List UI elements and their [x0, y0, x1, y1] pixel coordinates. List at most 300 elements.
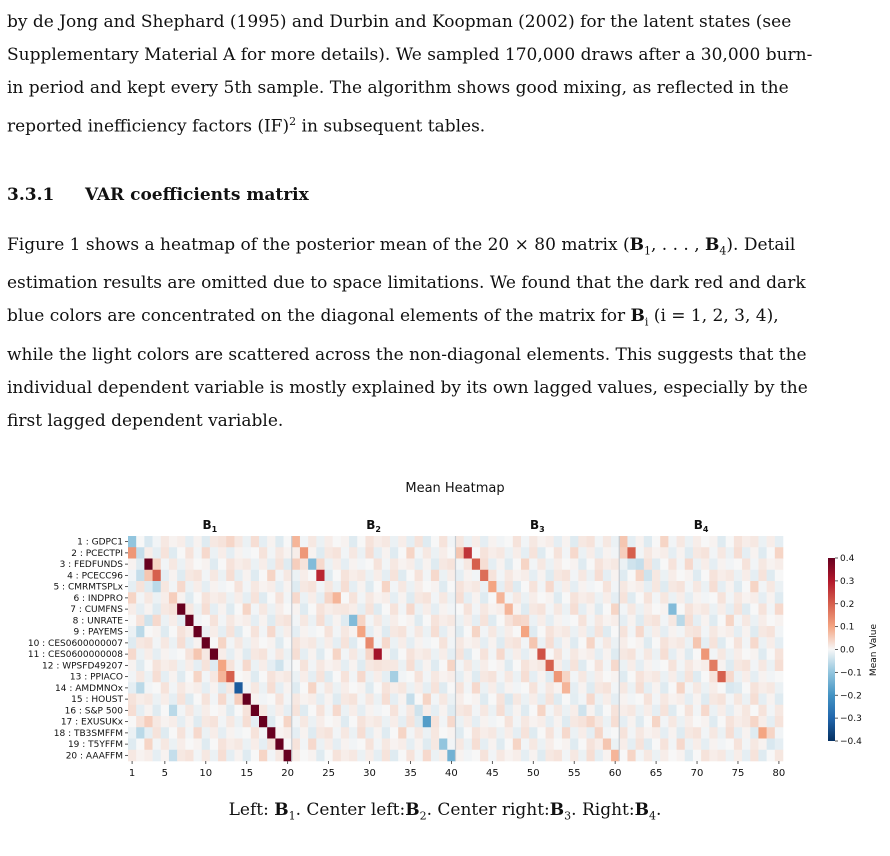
heatmap-cell — [554, 559, 562, 571]
heatmap-cell — [562, 739, 570, 751]
heatmap-cell — [644, 637, 652, 649]
heatmap-cell — [243, 671, 251, 683]
heatmap-cell — [431, 626, 439, 638]
heatmap-cell — [259, 739, 267, 751]
heatmap-cell — [431, 570, 439, 582]
heatmap-cell — [660, 682, 668, 694]
heatmap-cell — [627, 626, 635, 638]
heatmap-cell — [521, 739, 529, 751]
heatmap-cell — [357, 671, 365, 683]
heatmap-cell — [185, 716, 193, 728]
heatmap-cell — [652, 592, 660, 604]
row-label: 5 : CMRMTSPLx — [53, 582, 123, 593]
heatmap-cell — [742, 660, 750, 672]
heatmap-cell — [726, 637, 734, 649]
heatmap-cell — [750, 671, 758, 683]
heatmap-cell — [153, 671, 161, 683]
heatmap-cell — [136, 559, 144, 571]
heatmap-cell — [325, 750, 333, 762]
heatmap-cell — [275, 716, 283, 728]
heatmap-cell — [734, 592, 742, 604]
heatmap-cell — [365, 615, 373, 627]
heatmap-cell — [415, 705, 423, 717]
heatmap-cell — [300, 592, 308, 604]
heatmap-cell — [292, 649, 300, 661]
heatmap-cell — [750, 559, 758, 571]
heatmap-cell — [153, 626, 161, 638]
heatmap-cell — [267, 581, 275, 593]
heatmap-cell — [513, 559, 521, 571]
heatmap-cell — [153, 559, 161, 571]
heatmap-cell — [390, 671, 398, 683]
heatmap-cell — [546, 716, 554, 728]
heatmap-cell — [202, 626, 210, 638]
heatmap-cell — [758, 604, 766, 616]
heatmap-cell — [578, 536, 586, 548]
heatmap-cell — [284, 739, 292, 751]
heatmap-cell — [701, 536, 709, 548]
heatmap-cell — [644, 559, 652, 571]
heatmap-cell — [169, 716, 177, 728]
heatmap-cell — [644, 671, 652, 683]
heatmap-cell — [267, 739, 275, 751]
heatmap-cell — [587, 727, 595, 739]
heatmap-cell — [496, 637, 504, 649]
heatmap-cell — [554, 604, 562, 616]
heatmap-cell — [415, 559, 423, 571]
heatmap-cell — [325, 682, 333, 694]
heatmap-cell — [570, 604, 578, 616]
heatmap-cell — [341, 637, 349, 649]
heatmap-cell — [341, 570, 349, 582]
heatmap-cell — [292, 615, 300, 627]
heatmap-cell — [595, 660, 603, 672]
caption-text: . Center left: — [295, 800, 406, 820]
heatmap-cell — [415, 626, 423, 638]
heatmap-cell — [513, 705, 521, 717]
heatmap-cell — [431, 727, 439, 739]
heatmap-cell — [726, 705, 734, 717]
heatmap-cell — [693, 626, 701, 638]
heatmap-cell — [218, 592, 226, 604]
heatmap-cell — [488, 750, 496, 762]
heatmap-cell — [202, 592, 210, 604]
heatmap-cell — [439, 604, 447, 616]
heatmap-cell — [275, 547, 283, 559]
heatmap-cell — [562, 750, 570, 762]
heatmap-cell — [439, 626, 447, 638]
heatmap-cell — [652, 694, 660, 706]
heatmap-cell — [316, 705, 324, 717]
heatmap-cell — [390, 705, 398, 717]
heatmap-cell — [513, 727, 521, 739]
heatmap-cell — [128, 682, 136, 694]
heatmap-cell — [325, 536, 333, 548]
heatmap-cell — [464, 750, 472, 762]
heatmap-cell — [456, 604, 464, 616]
heatmap-cell — [333, 536, 341, 548]
x-tick-label: 45 — [485, 768, 499, 779]
heatmap-cell — [627, 739, 635, 751]
heatmap-cell — [357, 615, 365, 627]
heatmap-cell — [333, 581, 341, 593]
heatmap-cell — [677, 570, 685, 582]
section-heading — [7, 185, 309, 205]
heatmap-cell — [505, 694, 513, 706]
heatmap-cell — [185, 536, 193, 548]
heatmap-cell — [775, 626, 783, 638]
heatmap-cell — [677, 559, 685, 571]
heatmap-cell — [398, 570, 406, 582]
heatmap-cell — [210, 637, 218, 649]
heatmap-cell — [734, 750, 742, 762]
heatmap-cell — [218, 626, 226, 638]
heatmap-cell — [767, 694, 775, 706]
heatmap-cell — [660, 547, 668, 559]
heatmap-cell — [341, 739, 349, 751]
heatmap-cell — [611, 705, 619, 717]
heatmap-cell — [546, 536, 554, 548]
heatmap-cell — [718, 604, 726, 616]
x-tick-label: 55 — [567, 768, 581, 779]
heatmap-cell — [243, 727, 251, 739]
heatmap-cell — [406, 660, 414, 672]
heatmap-cell — [333, 682, 341, 694]
heatmap-cell — [644, 592, 652, 604]
heatmap-cell — [611, 570, 619, 582]
heatmap-cell — [758, 739, 766, 751]
heatmap-cell — [447, 581, 455, 593]
heatmap-cell — [316, 604, 324, 616]
heatmap-cell — [128, 705, 136, 717]
heatmap-cell — [709, 649, 717, 661]
heatmap-cell — [234, 536, 242, 548]
heatmap-cell — [668, 626, 676, 638]
heatmap-cell — [652, 682, 660, 694]
heatmap-cell — [210, 615, 218, 627]
heatmap-cell — [234, 637, 242, 649]
heatmap-cell — [365, 570, 373, 582]
heatmap-cell — [194, 581, 202, 593]
heatmap-cell — [718, 615, 726, 627]
heatmap-cell — [218, 570, 226, 582]
heatmap-cell — [611, 716, 619, 728]
heatmap-cell — [464, 559, 472, 571]
heatmap-cell — [153, 615, 161, 627]
heatmap-cell — [128, 637, 136, 649]
heatmap-cell — [382, 536, 390, 548]
heatmap-cell — [390, 660, 398, 672]
heatmap-cell — [677, 660, 685, 672]
heatmap-cell — [194, 705, 202, 717]
heatmap-cell — [218, 705, 226, 717]
heatmap-cell — [693, 750, 701, 762]
heatmap-cell — [521, 705, 529, 717]
caption-text: . — [655, 800, 662, 820]
heatmap-cell — [505, 727, 513, 739]
heatmap-cell — [194, 559, 202, 571]
heatmap-cell — [292, 739, 300, 751]
heatmap-cell — [775, 727, 783, 739]
heatmap-cell — [709, 660, 717, 672]
heatmap-cell — [775, 649, 783, 661]
heatmap-cell — [439, 536, 447, 548]
heatmap-cell — [537, 682, 545, 694]
heatmap-cell — [742, 615, 750, 627]
heatmap-cell — [210, 570, 218, 582]
heatmap-cell — [251, 649, 259, 661]
heatmap-cell — [447, 536, 455, 548]
heatmap-cell — [456, 570, 464, 582]
heatmap-cell — [251, 615, 259, 627]
heatmap-cell — [161, 592, 169, 604]
heatmap-cell — [456, 559, 464, 571]
heatmap-cell — [398, 705, 406, 717]
heatmap-cell — [767, 671, 775, 683]
row-label: 15 : HOUST — [71, 695, 123, 706]
heatmap-cell — [652, 649, 660, 661]
heatmap-cell — [668, 660, 676, 672]
heatmap-cell — [529, 547, 537, 559]
heatmap-cell — [259, 615, 267, 627]
heatmap-cell — [472, 547, 480, 559]
heatmap-cell — [709, 716, 717, 728]
heatmap-cell — [537, 581, 545, 593]
heatmap-cell — [750, 705, 758, 717]
heatmap-cell — [652, 570, 660, 582]
heatmap-cell — [636, 637, 644, 649]
heatmap-cell — [210, 694, 218, 706]
heatmap-cell — [382, 660, 390, 672]
heatmap-cell — [284, 660, 292, 672]
heatmap-cell — [505, 750, 513, 762]
heatmap-cell — [423, 604, 431, 616]
heatmap-cell — [357, 694, 365, 706]
heatmap-cell — [587, 547, 595, 559]
heatmap-cell — [341, 536, 349, 548]
heatmap-cell — [603, 739, 611, 751]
heatmap-cell — [742, 536, 750, 548]
heatmap-cell — [267, 637, 275, 649]
heatmap-cell — [341, 671, 349, 683]
panel-label: $B_4$ — [693, 518, 709, 534]
heatmap-cell — [611, 615, 619, 627]
heatmap-cell — [595, 570, 603, 582]
heatmap-cell — [194, 660, 202, 672]
caption-text: . Right: — [571, 800, 635, 820]
heatmap-cell — [144, 536, 152, 548]
heatmap-cell — [292, 559, 300, 571]
heatmap-cell — [701, 581, 709, 593]
row-label: 17 : EXUSUKx — [60, 717, 123, 728]
heatmap-cell — [726, 739, 734, 751]
heatmap-cell — [693, 716, 701, 728]
heatmap-cell — [284, 536, 292, 548]
heatmap-cell — [447, 570, 455, 582]
heatmap-cell — [718, 637, 726, 649]
heatmap-cell — [496, 727, 504, 739]
heatmap-cell — [153, 649, 161, 661]
colorbar-tick-label: −0.3 — [840, 714, 862, 725]
heatmap-cell — [234, 694, 242, 706]
heatmap-cell — [406, 547, 414, 559]
heatmap-cell — [439, 547, 447, 559]
heatmap-cell — [758, 570, 766, 582]
heatmap-cell — [562, 705, 570, 717]
heatmap-cell — [619, 739, 627, 751]
heatmap-cell — [161, 626, 169, 638]
heatmap-cell — [259, 592, 267, 604]
heatmap-cell — [423, 581, 431, 593]
caption-matrix-symbol: B — [634, 800, 649, 820]
heatmap-cell — [349, 559, 357, 571]
heatmap-cell — [529, 716, 537, 728]
heatmap-cell — [652, 536, 660, 548]
heatmap-cell — [488, 559, 496, 571]
figure-caption: Left: $B_1$. Center $left:B_2$. Center $right:B_3$. $Right:B_4$. — [228, 800, 662, 823]
heatmap-cell — [218, 694, 226, 706]
heatmap-cell — [627, 581, 635, 593]
heatmap-cell — [284, 581, 292, 593]
heatmap-cell — [570, 682, 578, 694]
heatmap-cell — [169, 739, 177, 751]
heatmap-cell — [153, 682, 161, 694]
heatmap-cell — [382, 604, 390, 616]
heatmap-cell — [374, 559, 382, 571]
heatmap-cell — [734, 626, 742, 638]
heatmap-cell — [316, 559, 324, 571]
heatmap-cell — [742, 682, 750, 694]
heatmap-cell — [480, 739, 488, 751]
heatmap-cell — [251, 637, 259, 649]
heatmap-cell — [177, 671, 185, 683]
heatmap-cell — [431, 604, 439, 616]
heatmap-cell — [636, 604, 644, 616]
heatmap-cell — [758, 716, 766, 728]
heatmap-cell — [595, 536, 603, 548]
heatmap-cell — [660, 570, 668, 582]
heatmap-cell — [308, 604, 316, 616]
heatmap-cell — [718, 570, 726, 582]
heatmap-cell — [185, 705, 193, 717]
heatmap-cell — [464, 671, 472, 683]
heatmap-cell — [644, 604, 652, 616]
heatmap-cell — [177, 604, 185, 616]
heatmap-cell — [668, 671, 676, 683]
heatmap-cell — [341, 604, 349, 616]
heatmap-cell — [341, 547, 349, 559]
heatmap-cell — [357, 750, 365, 762]
heatmap-cell — [226, 536, 234, 548]
heatmap-cell — [726, 750, 734, 762]
heatmap-cell — [456, 626, 464, 638]
heatmap-cell — [243, 570, 251, 582]
heatmap-cell — [718, 626, 726, 638]
heatmap-cell — [169, 559, 177, 571]
heatmap-cell — [365, 727, 373, 739]
heatmap-cell — [578, 559, 586, 571]
heatmap-cell — [595, 716, 603, 728]
heatmap-cell — [554, 637, 562, 649]
heatmap-cell — [308, 547, 316, 559]
heatmap-cell — [701, 727, 709, 739]
heatmap-cell — [644, 536, 652, 548]
colorbar-tick-label: −0.1 — [840, 668, 862, 679]
heatmap-cell — [382, 637, 390, 649]
heatmap-cell — [611, 626, 619, 638]
heatmap-cell — [758, 637, 766, 649]
heatmap-cell — [333, 592, 341, 604]
heatmap-cell — [234, 716, 242, 728]
heatmap-cell — [284, 705, 292, 717]
heatmap-cell — [431, 739, 439, 751]
heatmap-cell — [128, 592, 136, 604]
heatmap-cell — [505, 581, 513, 593]
heatmap-cell — [390, 727, 398, 739]
heatmap-cell — [423, 570, 431, 582]
heatmap-cell — [660, 536, 668, 548]
heatmap-cell — [562, 581, 570, 593]
heatmap-cell — [423, 547, 431, 559]
x-tick-label: 30 — [363, 768, 376, 779]
heatmap-cell — [595, 739, 603, 751]
heatmap-cell — [742, 716, 750, 728]
heatmap-cell — [726, 559, 734, 571]
heatmap-cell — [718, 660, 726, 672]
heatmap-cell — [284, 750, 292, 762]
heatmap-cell — [636, 649, 644, 661]
heatmap-cell — [758, 626, 766, 638]
heatmap-cell — [382, 615, 390, 627]
heatmap-cell — [259, 671, 267, 683]
heatmap-cell — [480, 570, 488, 582]
heatmap-cell — [128, 581, 136, 593]
heatmap-cell — [742, 547, 750, 559]
colorbar-label: Mean Value — [869, 623, 879, 677]
heatmap-cell — [136, 570, 144, 582]
heatmap-cell — [300, 559, 308, 571]
heatmap-cell — [234, 750, 242, 762]
heatmap-cell — [726, 626, 734, 638]
heatmap-cell — [480, 750, 488, 762]
heatmap-cell — [382, 671, 390, 683]
heatmap-cell — [562, 615, 570, 627]
heatmap-cell — [226, 626, 234, 638]
heatmap-cell — [742, 671, 750, 683]
heatmap-cell — [644, 727, 652, 739]
heatmap-cell — [177, 660, 185, 672]
heatmap-cell — [611, 694, 619, 706]
heatmap-cell — [570, 660, 578, 672]
heatmap-cell — [496, 536, 504, 548]
heatmap-cell — [636, 626, 644, 638]
heatmap-cell — [562, 637, 570, 649]
caption-text: Left: — [228, 800, 275, 820]
heatmap-cell — [709, 604, 717, 616]
heatmap-cell — [415, 716, 423, 728]
heatmap-cell — [775, 750, 783, 762]
heatmap-cell — [480, 682, 488, 694]
heatmap-cell — [693, 705, 701, 717]
heatmap-cell — [758, 694, 766, 706]
heatmap-cell — [169, 649, 177, 661]
heatmap-cell — [398, 615, 406, 627]
heatmap-cell — [513, 570, 521, 582]
row-label: 7 : CUMFNS — [70, 605, 123, 616]
heatmap-cell — [284, 570, 292, 582]
x-tick-label: 50 — [526, 768, 540, 779]
heatmap-cell — [513, 694, 521, 706]
